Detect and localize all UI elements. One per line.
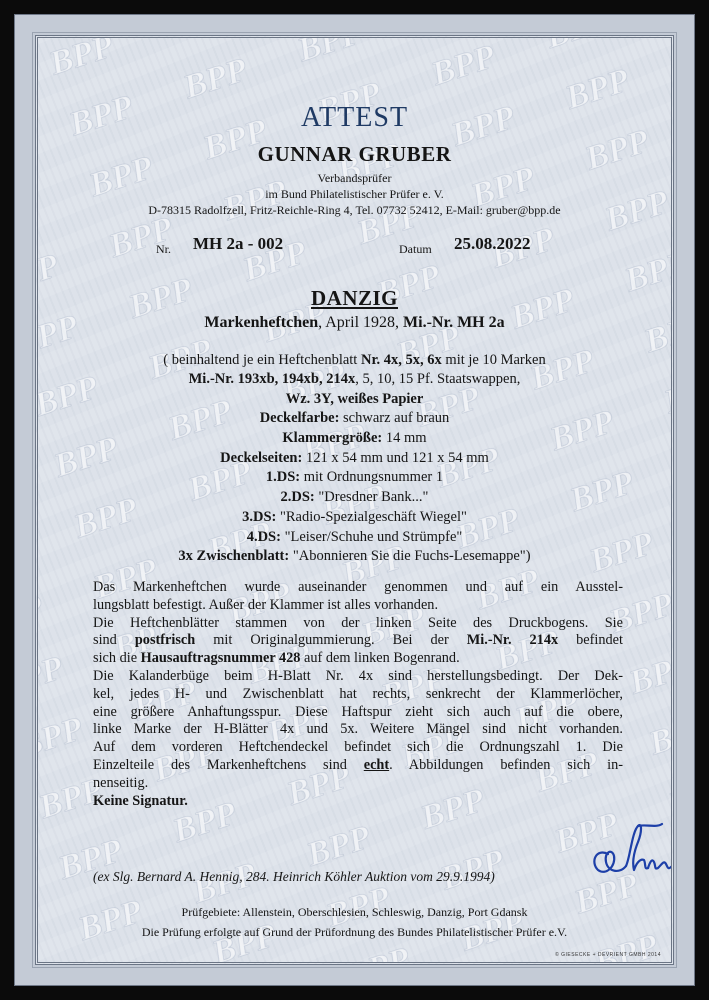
date-label: Datum	[399, 242, 432, 256]
examiner-signature	[586, 818, 674, 888]
desc-line-11: 3x Zwischenblatt: "Abonnieren Sie die Fuchs-Lesemappe")	[178, 548, 531, 564]
desc-line-9: 3.DS: "Radio-Spezialgeschäft Wiegel"	[242, 509, 467, 525]
no-signature-note: Keine Signatur.	[93, 792, 188, 809]
examiner-role: Verbandsprüfer	[317, 171, 392, 185]
desc-line-5: Klammergröße: 14 mm	[282, 430, 427, 446]
date-value: 25.08.2022	[454, 234, 531, 253]
examination-basis: Die Prüfung erfolgte auf Grund der Prüfordnung des Bundes Philatelistischer Prüfer e.V.	[141, 925, 568, 939]
desc-line-8: 2.DS: "Dresdner Bank..."	[280, 489, 429, 505]
country-heading: DANZIG	[310, 286, 398, 310]
desc-line-6: Deckelseiten: 121 x 54 mm und 121 x 54 mm	[220, 450, 489, 466]
nr-value: MH 2a - 002	[193, 234, 284, 253]
examination-regions: Prüfgebiete: Allenstein, Oberschlesien, Schleswig, Danzig, Port Gdansk	[181, 905, 528, 919]
printer-imprint: © GIESECKE + DEVRIENT GMBH 2014	[555, 952, 661, 958]
page-title: ATTEST	[300, 102, 409, 133]
certificate-meta-row	[38, 234, 671, 258]
desc-line-7: 1.DS: mit Ordnungsnummer 1	[265, 469, 444, 485]
desc-line-10: 4.DS: "Leiser/Schuhe und Strümpfe"	[246, 529, 463, 545]
nr-label: Nr.	[156, 242, 171, 256]
desc-line-4: Deckelfarbe: schwarz auf braun	[259, 410, 450, 426]
desc-line-3: Wz. 3Y, weißes Papier	[285, 391, 424, 407]
item-heading: Markenheftchen, April 1928, Mi.-Nr. MH 2a	[204, 314, 505, 331]
examiner-name: GUNNAR GRUBER	[257, 142, 452, 166]
certificate-sheet	[35, 35, 674, 965]
desc-line-2: Mi.-Nr. 193xb, 194xb, 214x, 5, 10, 15 Pf. Staatswappen,	[188, 371, 521, 387]
certificate-frame	[14, 14, 695, 986]
provenance-note: (ex Slg. Bernard A. Hennig, 284. Heinrich Köhler Auktion vom 29.9.1994)	[93, 869, 495, 884]
desc-line-1: ( beinhaltend je ein Heftchenblatt Nr. 4x, 5x, 6x mit je 10 Marken	[163, 352, 546, 368]
examiner-address: D-78315 Radolfzell, Fritz-Reichle-Ring 4, Tel. 07732 52412, E-Mail: gruber@bpp.de	[148, 203, 561, 217]
certificate-findings: Das Markenheftchen wurde auseinander genommen und auf ein Ausstel- lungsblatt befestigt. Außer der Klammer ist alles vorhanden. Die Heftchenblätter stammen von der linken Seite des Druckbogens. Sie sind postfrisch mit Originalgummierung. Bei der Mi.-Nr. 214x befindet sich die Hausauftragsnummer 428 auf dem linken Bogenrand. Die Kalanderbüge beim H-Blatt Nr. 4x sind herstellungsbedingt. Der Dek- kel, jedes H- und Zwischenblatt hat rechts, senkrecht der Klammerlöcher, eine größere Anhaftungsspur. Diese Haftspur zieht sich auch auf die obere, linke Marke der H-Blätter 4x und 5x. Weitere Mängel sind nicht vorhanden. Auf dem vorderen Heftchendeckel befindet sich die Ordnungszahl 1. Die Einzelteile des Markenheftchens sind echt. Abbildungen befinden sich in- nenseitig. Keine Signatur.	[93, 579, 624, 809]
examiner-association: im Bund Philatelistischer Prüfer e. V.	[265, 187, 444, 201]
